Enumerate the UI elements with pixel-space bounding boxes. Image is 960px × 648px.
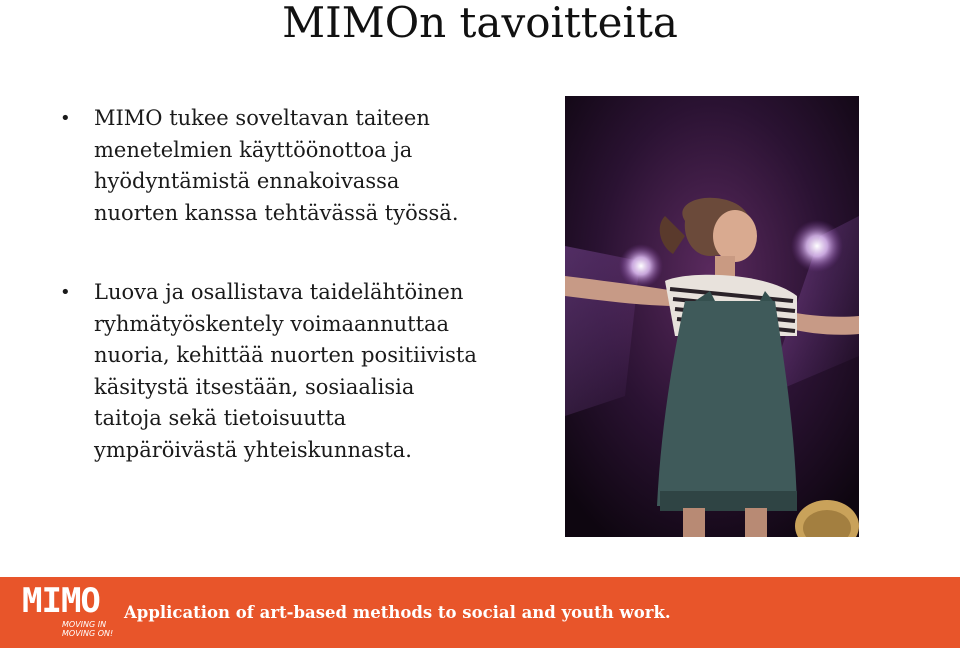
bullet-dot-icon: • xyxy=(60,108,71,129)
bullet-dot-icon: • xyxy=(60,282,71,303)
bullet-item xyxy=(60,103,520,229)
slide-title xyxy=(0,0,960,46)
mimo-logo xyxy=(22,583,122,643)
logo-subtitle: MOVING ON! xyxy=(62,629,114,638)
bullet-item xyxy=(60,277,520,466)
logo-subtitle: MOVING IN xyxy=(62,620,107,629)
stage-performer-photo xyxy=(565,96,859,537)
footer-bar xyxy=(0,577,960,648)
footer-tagline: Application of art-based methods to social and youth work. xyxy=(124,603,671,622)
bullet-text: Luova ja osallistava taidelähtöinen ryhmätyöskentely voimaannuttaa nuoria, kehittää nuorten positiivista käsitystä itsestään, sosiaalisia taitoja sekä tietoisuutta ympäröivästä yhteiskunnasta. xyxy=(94,280,477,462)
slide-title-text: MIMOn tavoitteita xyxy=(282,0,678,47)
bullet-list xyxy=(60,103,520,466)
logo-text: MIMO xyxy=(22,581,100,621)
bullet-text: MIMO tukee soveltavan taiteen menetelmien käyttöönottoa ja hyödyntämistä ennakoivassa nuorten kanssa tehtävässä työssä. xyxy=(94,106,459,225)
